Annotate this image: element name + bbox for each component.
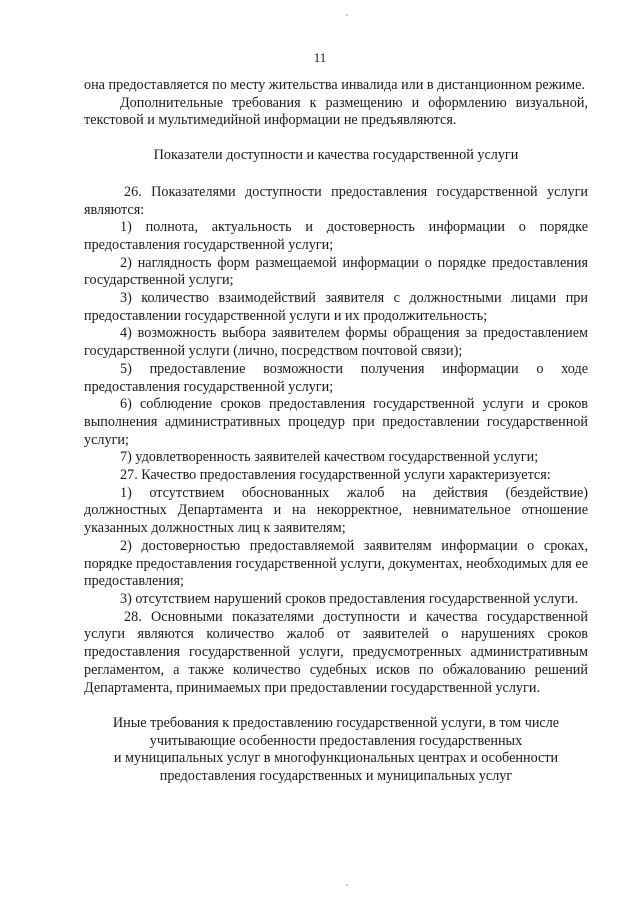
heading-line: и муниципальных услуг в многофункциональных центрах и особенности [113, 750, 559, 767]
paragraph: Дополнительные требования к размещению и оформлению визуальной, текстовой и мультимедийной информации не предъявляются. [84, 94, 588, 129]
list-item: 4) возможность выбора заявителем формы обращения за предоставлением государственной услуги (лично, посредством почтовой связи); [84, 325, 588, 360]
paragraph: она предоставляется по месту жительства инвалида или в дистанционном режиме. [84, 77, 585, 93]
section-heading-2 [84, 715, 588, 785]
list-item: 7) удовлетворенность заявителей качеством государственной услуги; [120, 449, 539, 466]
list-item: 6) соблюдение сроков предоставления государственной услуги и сроков выполнения административных процедур при предоставлении государственной услуги; [84, 396, 588, 448]
scan-speck [346, 884, 348, 886]
list-item: 2) достоверностью предоставляемой заявителям информации о сроках, порядке предоставления государственной услуги, документах, необходимых для ее предоставления; [84, 537, 588, 590]
list-item: 3) количество взаимодействий заявителя с должностными лицами при предоставлении государственной услуги и их продолжительность; [84, 290, 588, 324]
heading-line: Иные требования к предоставлению государственной услуги, в том числе [112, 715, 560, 732]
page-number: 11 [313, 50, 327, 65]
heading-line: учитывающие особенности предоставления государственных [149, 732, 523, 749]
list-item: 28. Основными показателями доступности и качества государственной услуги являются количество жалоб от заявителей о нарушениях сроков предоставления государственной услуги, предусмотренных административным регламентом, а также количество судебных исков по обжалованию решений Департамента, принимаемых при предоставлении государственной услуги. [84, 608, 588, 696]
list-item: 3) отсутствием нарушений сроков предоставления государственной услуги. [120, 590, 579, 607]
list-item: 27. Качество предоставления государственной услуги характеризуется: [120, 467, 551, 484]
list-item: 5) предоставление возможности получения информации о ходе предоставления государственной услуги; [84, 360, 588, 395]
list-item: 1) отсутствием обоснованных жалоб на действия (бездействие) должностных Департамента и на некорректное, невнимательное отношение указанных должностных лиц к заявителям; [84, 484, 588, 537]
list-item: 1) полнота, актуальность и достоверность информации о порядке предоставления государственной услуги; [84, 219, 588, 253]
document-body [84, 77, 588, 785]
section-heading: Показатели доступности и качества государственной услуги [153, 147, 519, 164]
list-item: 2) наглядность форм размещаемой информации о порядке предоставления государственной услуги; [84, 254, 588, 289]
heading-line: предоставления государственных и муниципальных услуг [159, 767, 513, 784]
list-item: 26. Показателями доступности предоставления государственной услуги являются: [84, 183, 588, 218]
scan-speck [346, 14, 348, 16]
